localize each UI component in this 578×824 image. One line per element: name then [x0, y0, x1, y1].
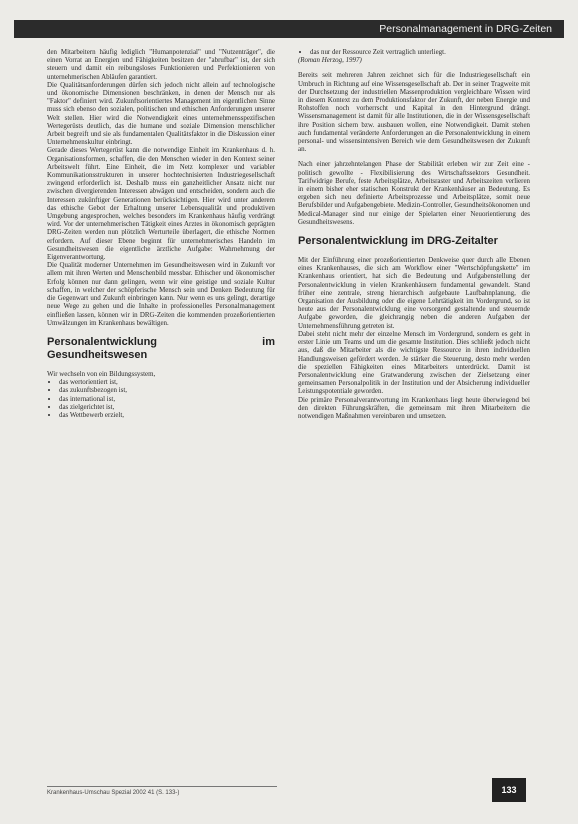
paragraph: Die Qualitätsanforderungen dürfen sich jedoch nicht allein auf technologische und ökonomische Dimensionen beschränken, in denen der Mensch nur als "Faktor" definiert wird. Zukunftsorientiertes Management im eigentlichen Sinne muss sich ebenso den sozialen, politischen und ethischen Anforderungen unserer Welt stellen. Hier wird die Notwendigkeit eines unternehmensspezifischen Wertegerüsts deutlich, das die humane und soziale Dimension menschlicher Arbeit begreift und sie als fundamentalen Qualitätsfaktor in die Diskussion einer Unternehmenskultur einbringt.	[47, 80, 275, 147]
left-column	[47, 48, 275, 419]
footer-citation: Krankenhaus-Umschau Spezial 2002 41 (S. 133-)	[47, 790, 180, 796]
list-item: • das zukunftsbezogen ist,	[59, 386, 275, 394]
list-item: • das zielgerichtet ist,	[59, 403, 275, 411]
paragraph: Gerade dieses Wertegerüst kann die notwendige Einheit im Krankenhaus d. h. Organisationsformen, schaffen, die den Menschen wieder in den Kontext seiner Arbeitswelt führt. Eine Einheit, die im Netz komplexer und variabler Kommunikationsstrukturen in unserer hochtechnisierten Industriegesellschaft zwingend erforderlich ist. Deshalb muss ein ganzheitlicher Ansatz nicht nur zwischen divergierenden Interessen abwägen und entscheiden, sondern auch die Interessen zukünftiger Generationen berücksichtigen. Hier wird unter anderem das ethische Gebot der Erhaltung unserer Lebensqualität und produktiven Umgebung angesprochen, welches besonders im Krankenhaus häufig verdrängt wird. Vor der unternehmerischen Tätigkeit eines Arztes in ökonomisch geprägten DRG-Zeiten werden nun plötzlich Werturteile überlagert, die ethische Normen erfordern. Auf dieser Ebene beginnt für unternehmerisches Handeln im Gesundheitswesen die eigentliche ärztliche Aufgabe: Wahrnehmung der Eigenverantwortung.	[47, 146, 275, 262]
paragraph: Die Qualität moderner Unternehmen im Gesundheitswesen wird in Zukunft vor allem mit ihren Werten und Menschenbild messbar. Ethischer und ökonomischer Erfolg können nur dann gelingen, wenn wir eine geistige und soziale Kultur schaffen, in welcher der schöpferische Mensch sein und Denken Bedeutung für die Gegenwart und Zukunft einbringen kann. Nur wenn es uns gelingt, derartige neue Wege zu gehen und die Inhalte in professionelles Personalmanagement einfließen lassen, können wir in DRG-Zeiten die kommenden prozeßorientierten Umwälzungen im Krankenhaus bewältigen.	[47, 261, 275, 327]
list-item: • das nur der Ressource Zeit vertraglich unterliegt.	[310, 48, 530, 56]
bullet-list	[298, 48, 530, 56]
paragraph: Nach einer jahrzehntelangen Phase der Stabilität erleben wir zur Zeit eine - politisch gewollte - Flexibilisierung des Wirtschaftssektors Gesundheit. Tarifwidrige Berufe, feste Arbeitsplätze, Arbeitsraster und Arbeitszeiten verlieren in einem bisher eher statischen Konstrukt der Krankenhäuser an Bedeutung. Es ergeben sich neu definierte Arbeitsprozesse und Arbeitsplätze, somit neue Berufsbilder und Aufgabengebiete. Medizin-Controller, Gesundheitsökonomen und Medical-Manager sind nur einige der Spielarten einer Neuorientierung des Gesundheitswesens.	[298, 160, 530, 226]
footer-rule	[47, 786, 277, 787]
list-item: • das Wettbewerb erzielt,	[59, 411, 275, 419]
section-heading: Personalentwicklung im Gesundheitswesen	[47, 335, 275, 361]
paragraph: Mit der Einführung einer prozeßorientierten Denkweise quer durch alle Ebenen eines Krankenhauses, die sich am Workflow einer "Wertschöpfungskette" im Krankenhaus orientiert, hat sich die Bedeutung und Aufgabenstellung der Personalentwicklung in vielen Krankenhäusern fundamental gewandelt. Stand früher eine zentrale, streng hierarchisch aufgebaute Laufbahnplanung, die Organisation der Ausbildung oder die eigene Lehrtätigkeit im Vordergrund, so ist heute aus der Personalentwicklung eine vorsorgend gestaltende und steuernde Aufgabe geworden, die gleichrangig neben die anderen Aufgaben der Unternehmensführung getreten ist.	[298, 256, 530, 330]
list-intro: Wir wechseln von ein Bildungssystem,	[47, 369, 156, 378]
bullet-list	[47, 378, 275, 419]
list-item: • das wertorientiert ist,	[59, 378, 275, 386]
quote-attribution: (Roman Herzog, 1997)	[298, 56, 362, 65]
section-heading: Personalentwicklung im DRG-Zeitalter	[298, 235, 498, 248]
paragraph: Bereits seit mehreren Jahren zeichnet sich für die Industriegesellschaft ein Umbruch in Richtung auf eine Wissensgesellschaft ab. Der in seiner Tragweite mit der Durchsetzung der industriellen Massenproduktion vergleichbare Wissen wird in diesem Kontext zu dem Produktionsfaktor der Zukunft, der neben Energie und Rohstoffen noch vorherrscht und Kapital in den Hintergrund drängt. Wissensmanagement ist damit für alle Institutionen, die in der Wissensgesellschaft ihre Position sichern bzw. ausbauen wollen, eine Notwendigkeit. Damit stehen auch fundamental veränderte Anforderungen an die Personalentwicklung in einem personal- und wissensintensiven Bereich wie dem Gesundheitswesen der Zukunft an.	[298, 71, 530, 154]
paragraph: Dabei steht nicht mehr der einzelne Mensch im Vordergrund, sondern es geht in erster Linie um Teams und um die gesamte Institution. Dies schließt jedoch nicht aus, daß die Mitarbeiter als die wichtigste Ressource in ihren individuellen Handlungsweisen gefördert werden. Je stärker die Steuerung, desto mehr werden die speziellen Fähigkeiten eines Mitarbeiters unterdrückt. Damit ist Personalentwicklung eine Gratwanderung zwischen der Zielsetzung einer gemeinsamen Personalpolitik in der Institution und der Absicherung individueller Leistungspotentiale geworden.	[298, 329, 530, 396]
paragraph: Die primäre Personalverantwortung im Krankenhaus liegt heute überwiegend bei den direkten Führungskräften, die gemeinsam mit ihren Mitarbeitern die notwendigen Maßnahmen vereinbaren und umsetzen.	[298, 395, 530, 420]
list-item: • das international ist,	[59, 395, 275, 403]
paragraph: den Mitarbeitern häufig lediglich "Humanpotenzial" und "Nutzenträger", die einen Vorrat an Energien und Fähigkeiten besitzen der "abrufbar" ist, der sich steuern und damit ein reibungsloses Funktionieren und Perfektionieren von unternehmerischen Abläufen garantiert.	[47, 48, 275, 81]
running-header: Personalmanagement in DRG-Zeiten	[14, 20, 564, 38]
page-number: 133	[492, 778, 526, 802]
right-column	[298, 48, 530, 420]
